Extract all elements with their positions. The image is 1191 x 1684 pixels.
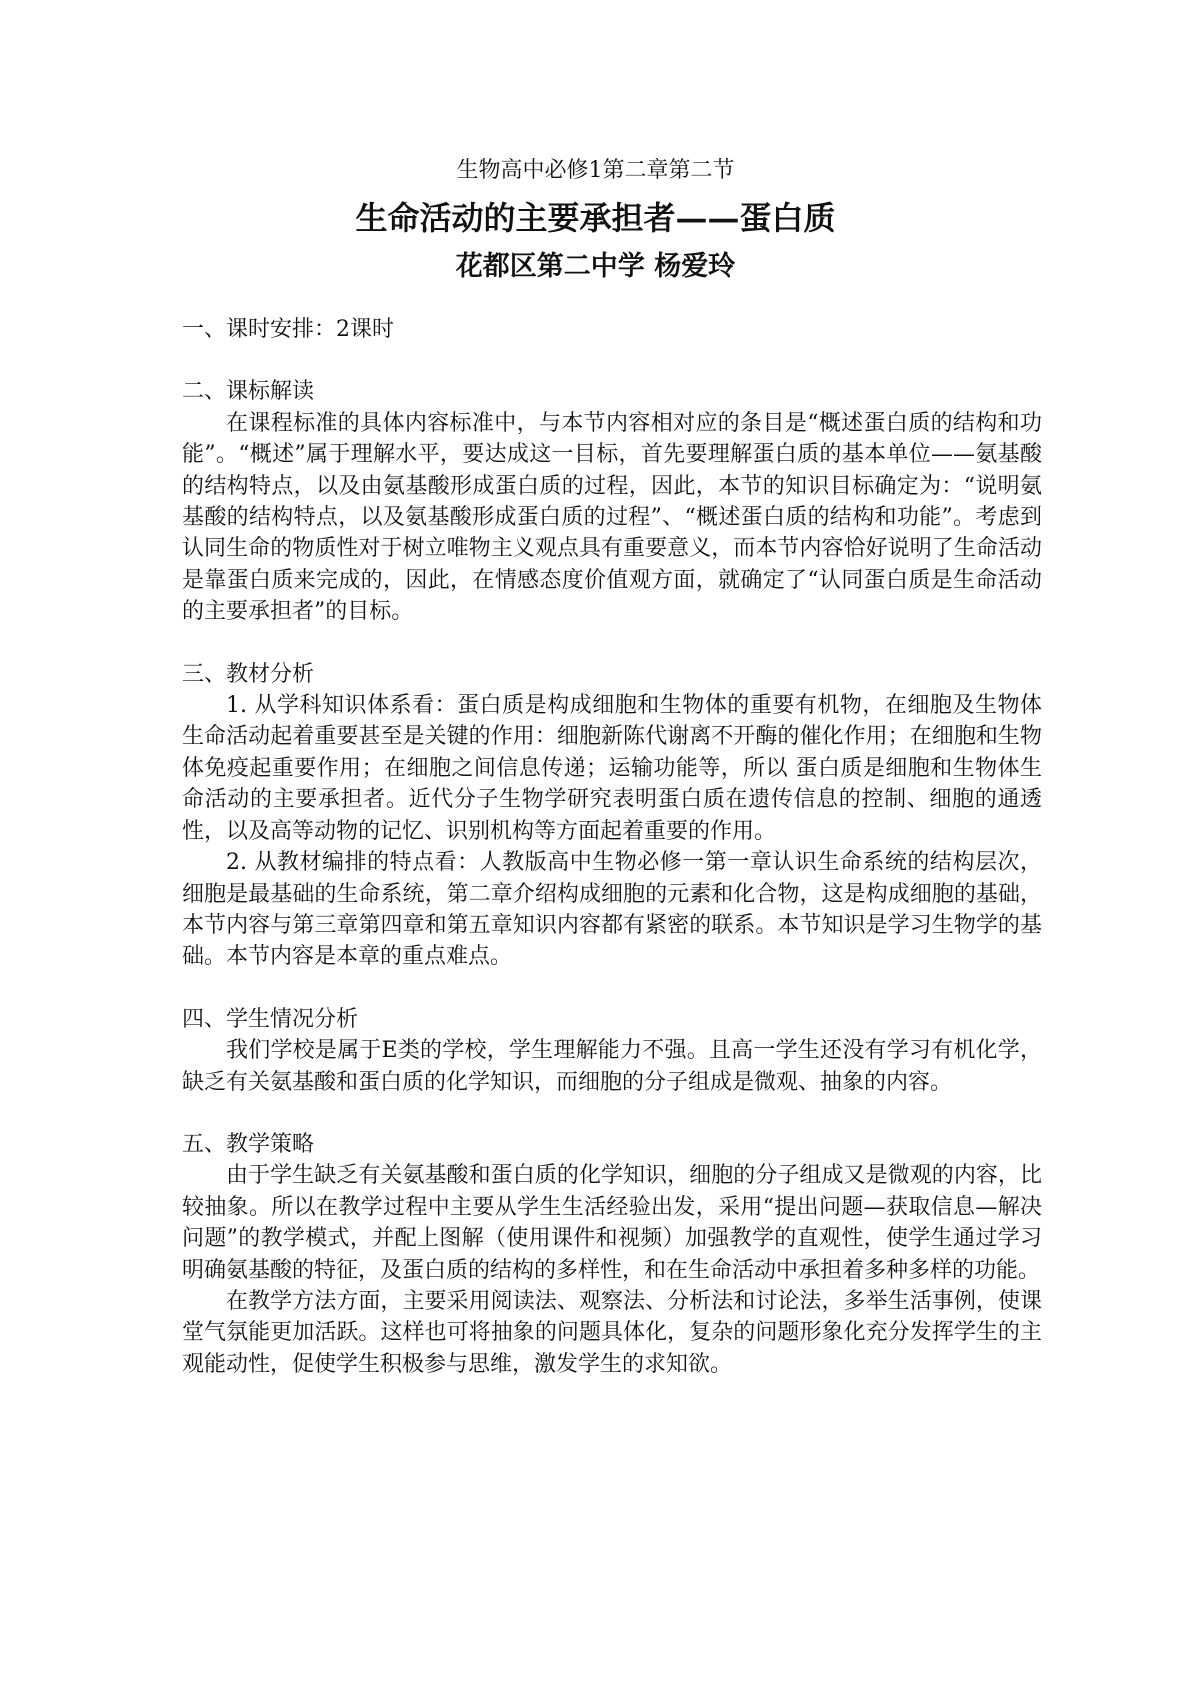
paragraph: 在课程标准的具体内容标准中，与本节内容相对应的条目是“概述蛋白质的结构和功能”。“概述”属于理解水平，要达成这一目标，首先要理解蛋白质的基本单位——氨基酸的结构特点，以及由氨基酸形成蛋白质的过程，因此，本节的知识目标确定为：“说明氨基酸的结构特点，以及氨基酸形成蛋白质的过程”、“概述蛋白质的结构和功能”。考虑到认同生命的物质性对于树立唯物主义观点具有重要意义，而本节内容恰好说明了生命活动是靠蛋白质来完成的，因此，在情感态度价值观方面，就确定了“认同蛋白质是生命活动的主要承担者”的目标。 (182, 410, 1042, 625)
document-body (182, 314, 1042, 1411)
paragraph: 由于学生缺乏有关氨基酸和蛋白质的化学知识，细胞的分子组成又是微观的内容，比较抽象。所以在教学过程中主要从学生生活经验出发，采用“提出问题—获取信息—解决问题”的教学模式，并配上图解（使用课件和视频）加强教学的直观性，使学生通过学习明确氨基酸的特征，及蛋白质的结构的多样性，和在生命活动中承担着多种多样的功能。 (182, 1163, 1042, 1283)
document-author: 花都区第二中学 杨爱玲 (455, 251, 736, 282)
section-heading: 四、学生情况分析 (182, 1006, 359, 1032)
paragraph: 我们学校是属于E类的学校，学生理解能力不强。且高一学生还没有学习有机化学，缺乏有关氨基酸和蛋白质的化学知识，而细胞的分子组成是微观、抽象的内容。 (182, 1038, 1042, 1095)
section-student-analysis (182, 1004, 1042, 1098)
document-subtitle: 生物高中必修1第二章第二节 (456, 158, 735, 183)
paragraph: 1. 从学科知识体系看：蛋白质是构成细胞和生物体的重要有机物，在细胞及生物体生命活动起着重要甚至是关键的作用：细胞新陈代谢离不开酶的催化作用；在细胞和生物体免疫起重要作用；在细胞之间信息传递；运输功能等，所以 蛋白质是细胞和生物体生命活动的主要承担者。近代分子生物学研究表明蛋白质在遗传信息的控制、细胞的通透性，以及高等动物的记忆、识别机构等方面起着重要的作用。 (182, 693, 1042, 844)
section-heading: 二、课标解读 (182, 379, 315, 405)
paragraph: 2. 从教材编排的特点看：人教版高中生物必修一第一章认识生命系统的结构层次，细胞是最基础的生命系统，第二章介绍构成细胞的元素和化合物，这是构成细胞的基础，本节内容与第三章第四章和第五章知识内容都有紧密的联系。本节知识是学习生物学的基础。本节内容是本章的重点难点。 (182, 850, 1042, 970)
paragraph: 在教学方法方面，主要采用阅读法、观察法、分析法和讨论法，多举生活事例，使课堂气氛能更加活跃。这样也可将抽象的问题具体化，复杂的问题形象化充分发挥学生的主观能动性，促使学生积极参与思维，激发学生的求知欲。 (182, 1288, 1042, 1377)
section-curriculum-standard (182, 376, 1042, 627)
section-heading: 三、教材分析 (182, 661, 315, 687)
section-schedule (182, 314, 1042, 345)
section-heading: 五、教学策略 (182, 1131, 315, 1157)
section-teaching-strategy (182, 1129, 1042, 1380)
document-title: 生命活动的主要承担者——蛋白质 (355, 199, 836, 237)
section-textbook-analysis (182, 659, 1042, 973)
section-heading: 一、课时安排：2课时 (182, 317, 394, 342)
